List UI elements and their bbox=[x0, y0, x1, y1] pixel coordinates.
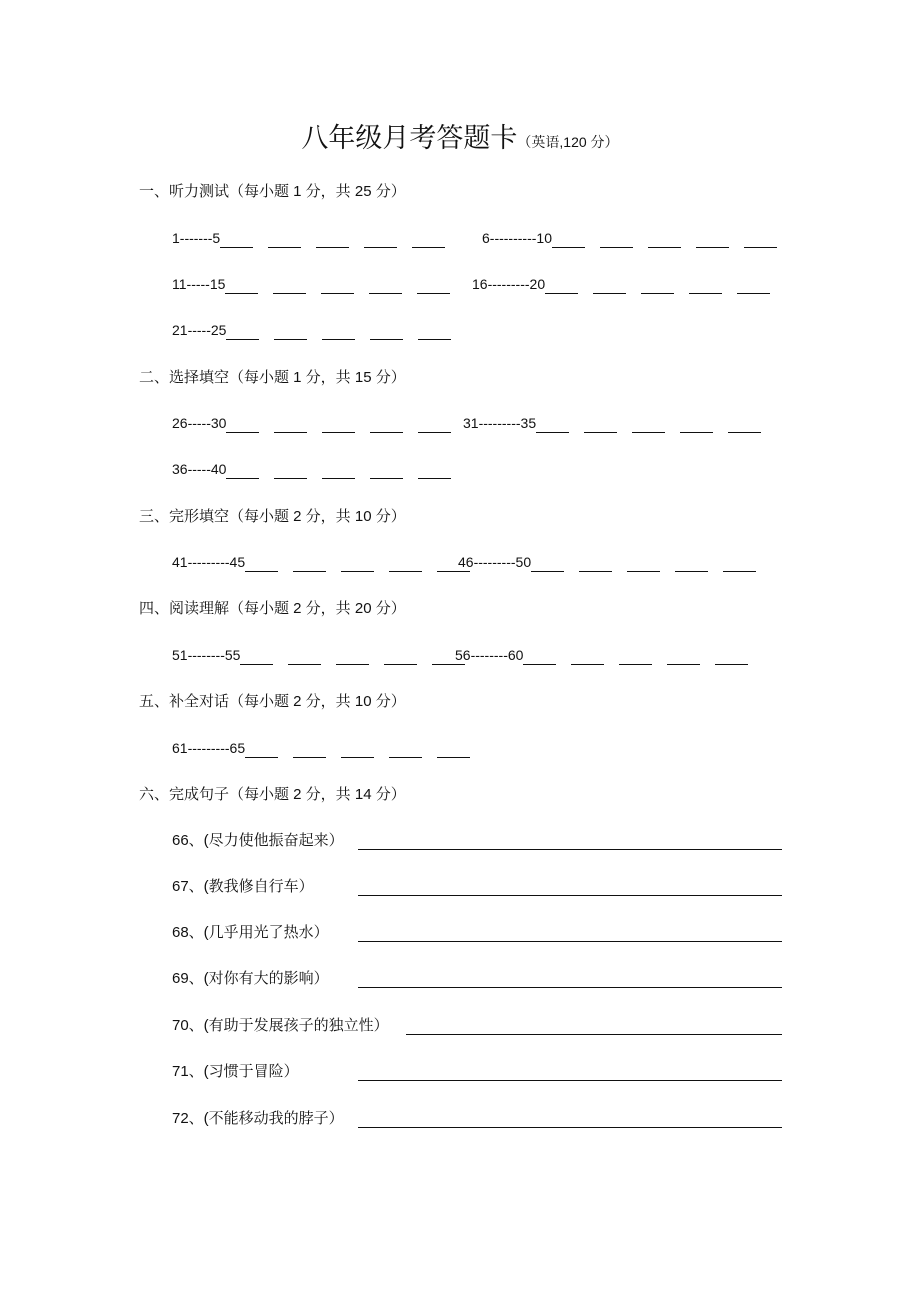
answer-blank[interactable] bbox=[322, 462, 355, 479]
sentence-row bbox=[172, 1106, 782, 1128]
answer-blank[interactable] bbox=[437, 741, 470, 758]
answer-blank[interactable] bbox=[240, 648, 273, 665]
answer-blank[interactable] bbox=[417, 277, 450, 294]
sentence-row bbox=[172, 828, 782, 850]
question-group bbox=[172, 274, 465, 294]
answer-blank[interactable] bbox=[641, 277, 674, 294]
question-group bbox=[463, 413, 776, 433]
page-title bbox=[0, 116, 920, 155]
answer-blank[interactable] bbox=[364, 231, 397, 248]
answer-blank[interactable] bbox=[274, 416, 307, 433]
question-group bbox=[472, 274, 785, 294]
answer-blank[interactable] bbox=[418, 462, 451, 479]
answer-blank[interactable] bbox=[552, 231, 585, 248]
answer-blank[interactable] bbox=[274, 462, 307, 479]
section-heading: 四、阅读理解（每小题 2 分，共 20 分） bbox=[139, 600, 406, 617]
answer-blank[interactable] bbox=[370, 323, 403, 340]
sentence-prompt: 72、(不能移动我的脖子） bbox=[172, 1110, 344, 1127]
answer-blank[interactable] bbox=[418, 416, 451, 433]
section-heading: 五、补全对话（每小题 2 分，共 10 分） bbox=[139, 693, 406, 710]
sentence-row bbox=[172, 966, 782, 988]
answer-blank[interactable] bbox=[545, 277, 578, 294]
answer-blank[interactable] bbox=[384, 648, 417, 665]
sentence-row bbox=[172, 874, 782, 896]
sentence-answer-line[interactable] bbox=[358, 969, 782, 988]
question-range-label: 51--------55 bbox=[172, 647, 241, 663]
sentence-prompt: 66、(尽力使他振奋起来） bbox=[172, 832, 344, 849]
answer-blank[interactable] bbox=[274, 323, 307, 340]
answer-blank[interactable] bbox=[245, 555, 278, 572]
sentence-answer-line[interactable] bbox=[358, 923, 782, 942]
sentence-prompt: 68、(几乎用光了热水） bbox=[172, 924, 329, 941]
answer-blank[interactable] bbox=[293, 555, 326, 572]
answer-blank[interactable] bbox=[322, 323, 355, 340]
answer-blank[interactable] bbox=[667, 648, 700, 665]
answer-blank[interactable] bbox=[369, 277, 402, 294]
answer-blank[interactable] bbox=[744, 231, 777, 248]
question-group bbox=[172, 228, 460, 248]
answer-blank[interactable] bbox=[226, 462, 259, 479]
answer-blank[interactable] bbox=[293, 741, 326, 758]
question-range-label: 26-----30 bbox=[172, 415, 227, 431]
sentence-row bbox=[172, 1059, 782, 1081]
sentence-prompt: 71、(习惯于冒险） bbox=[172, 1063, 299, 1080]
answer-blank[interactable] bbox=[418, 323, 451, 340]
question-range-label: 61---------65 bbox=[172, 740, 246, 756]
question-range-label: 41---------45 bbox=[172, 554, 246, 570]
answer-blank[interactable] bbox=[696, 231, 729, 248]
answer-blank[interactable] bbox=[728, 416, 761, 433]
answer-blank[interactable] bbox=[523, 648, 556, 665]
sentence-answer-line[interactable] bbox=[358, 877, 782, 896]
answer-blank[interactable] bbox=[389, 555, 422, 572]
answer-blank[interactable] bbox=[341, 555, 374, 572]
answer-blank[interactable] bbox=[680, 416, 713, 433]
sentence-row bbox=[172, 1013, 782, 1035]
question-range-label: 11-----15 bbox=[172, 276, 226, 292]
answer-blank[interactable] bbox=[536, 416, 569, 433]
answer-blank[interactable] bbox=[226, 323, 259, 340]
sentence-answer-line[interactable] bbox=[406, 1016, 782, 1035]
answer-blank[interactable] bbox=[593, 277, 626, 294]
question-group bbox=[458, 552, 771, 572]
question-group bbox=[172, 459, 466, 479]
sentence-prompt: 70、(有助于发展孩子的独立性） bbox=[172, 1017, 389, 1034]
question-range-label: 46---------50 bbox=[458, 554, 532, 570]
answer-blank[interactable] bbox=[531, 555, 564, 572]
answer-blank[interactable] bbox=[389, 741, 422, 758]
answer-blank[interactable] bbox=[723, 555, 756, 572]
answer-blank[interactable] bbox=[341, 741, 374, 758]
question-range-label: 16---------20 bbox=[472, 276, 546, 292]
answer-blank[interactable] bbox=[619, 648, 652, 665]
answer-blank[interactable] bbox=[370, 416, 403, 433]
question-group bbox=[482, 228, 792, 248]
answer-blank[interactable] bbox=[571, 648, 604, 665]
question-range-label: 6----------10 bbox=[482, 230, 552, 246]
sentence-answer-line[interactable] bbox=[358, 1109, 782, 1128]
section-heading: 二、选择填空（每小题 1 分，共 15 分） bbox=[139, 369, 406, 386]
sentence-answer-line[interactable] bbox=[358, 1062, 782, 1081]
answer-blank[interactable] bbox=[600, 231, 633, 248]
question-group bbox=[172, 552, 485, 572]
question-range-label: 31---------35 bbox=[463, 415, 537, 431]
answer-blank[interactable] bbox=[584, 416, 617, 433]
answer-blank[interactable] bbox=[632, 416, 665, 433]
answer-blank[interactable] bbox=[288, 648, 321, 665]
sentence-answer-line[interactable] bbox=[358, 831, 782, 850]
answer-blank[interactable] bbox=[689, 277, 722, 294]
title-main: 八年级月考答题卡 bbox=[301, 123, 518, 154]
answer-blank[interactable] bbox=[316, 231, 349, 248]
question-range-label: 36-----40 bbox=[172, 461, 227, 477]
answer-blank[interactable] bbox=[648, 231, 681, 248]
question-group bbox=[455, 645, 763, 665]
answer-blank[interactable] bbox=[321, 277, 354, 294]
answer-blank[interactable] bbox=[627, 555, 660, 572]
sentence-row bbox=[172, 920, 782, 942]
answer-blank[interactable] bbox=[273, 277, 306, 294]
answer-blank[interactable] bbox=[715, 648, 748, 665]
answer-blank[interactable] bbox=[370, 462, 403, 479]
question-group bbox=[172, 413, 466, 433]
answer-blank[interactable] bbox=[579, 555, 612, 572]
section-heading: 六、完成句子（每小题 2 分，共 14 分） bbox=[139, 786, 406, 803]
answer-blank[interactable] bbox=[226, 416, 259, 433]
sentence-prompt: 69、(对你有大的影响） bbox=[172, 970, 329, 987]
question-group bbox=[172, 738, 485, 758]
answer-blank[interactable] bbox=[412, 231, 445, 248]
answer-blank[interactable] bbox=[268, 231, 301, 248]
question-group bbox=[172, 320, 466, 340]
sentence-prompt: 67、(教我修自行车） bbox=[172, 878, 314, 895]
answer-blank[interactable] bbox=[225, 277, 258, 294]
question-group bbox=[172, 645, 480, 665]
answer-blank[interactable] bbox=[336, 648, 369, 665]
answer-blank[interactable] bbox=[675, 555, 708, 572]
answer-blank[interactable] bbox=[220, 231, 253, 248]
title-subtitle: （英语,120 分） bbox=[517, 134, 619, 150]
answer-blank[interactable] bbox=[245, 741, 278, 758]
section-heading: 一、听力测试（每小题 1 分，共 25 分） bbox=[139, 183, 406, 200]
answer-blank[interactable] bbox=[322, 416, 355, 433]
question-range-label: 56--------60 bbox=[455, 647, 524, 663]
question-range-label: 21-----25 bbox=[172, 322, 227, 338]
question-range-label: 1-------5 bbox=[172, 230, 221, 246]
section-heading: 三、完形填空（每小题 2 分，共 10 分） bbox=[139, 508, 406, 525]
answer-blank[interactable] bbox=[737, 277, 770, 294]
